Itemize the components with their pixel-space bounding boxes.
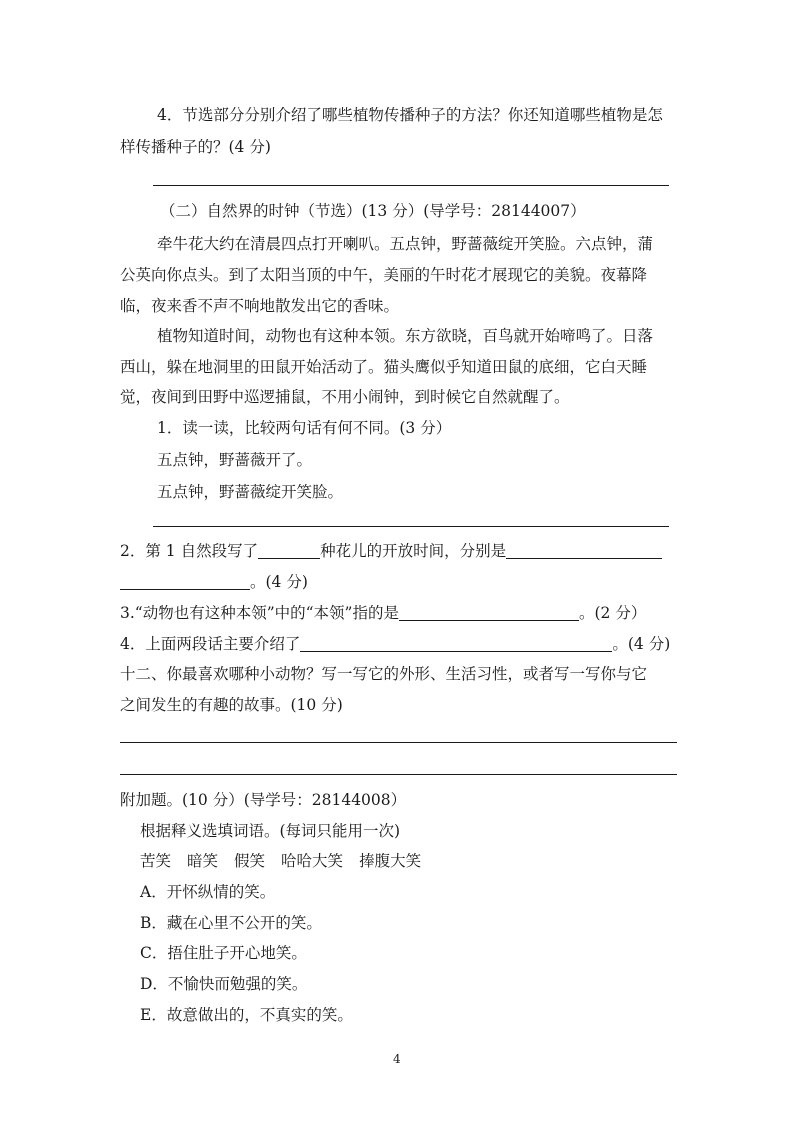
passage2-para2-line1: 植物知道时间，动物也有这种本领。东方欲晓，百鸟就开始啼鸣了。日落	[157, 327, 654, 345]
bonus-word: 哈哈大笑	[281, 852, 344, 870]
p2-q3-points: 。(2 分）	[579, 604, 647, 622]
p2-q2-blank-names-a[interactable]	[506, 542, 662, 559]
passage2-para1-line1: 牵牛花大约在清晨四点打开喇叭。五点钟，野蔷薇绽开笑脸。六点钟，蒲	[157, 235, 654, 253]
p2-q2-text-b: 种花儿的开放时间，分别是	[320, 542, 507, 560]
p2-q2-line1	[120, 540, 662, 562]
p2-q3-line	[120, 602, 646, 624]
bonus-option-e: E．故意做出的，不真实的笑。	[140, 1006, 353, 1024]
p2-q4-text: 4．上面两段话主要介绍了	[120, 635, 301, 653]
bonus-instruction: 根据释义选填词语。(每词只能用一次)	[140, 822, 401, 840]
q12-line1: 十二、你最喜欢哪种小动物？写一写它的外形、生活习性，或者写一写你与它	[120, 665, 648, 683]
passage2-heading: （二）自然界的时钟（节选）(13 分）(导学号：28144007）	[160, 202, 586, 220]
p2-q1-prompt: 1．读一读，比较两句话有何不同。(3 分）	[157, 419, 452, 437]
p2-q3-blank[interactable]	[399, 604, 579, 621]
page-number: 4	[393, 1052, 401, 1066]
p2-q1-sentence-b: 五点钟，野蔷薇绽开笑脸。	[157, 483, 344, 501]
bonus-option-d: D．不愉快而勉强的笑。	[140, 975, 308, 993]
passage2-para2-line2: 西山，躲在地洞里的田鼠开始活动了。猫头鹰似乎知道田鼠的底细，它白天睡	[120, 358, 648, 376]
p2-q2-blank-names-b[interactable]	[120, 573, 250, 590]
q12-answer-line-1[interactable]	[120, 742, 677, 743]
q4-line1: 4．节选部分分别介绍了哪些植物传播种子的方法？你还知道哪些植物是怎	[157, 106, 663, 124]
bonus-word: 苦笑	[140, 852, 172, 870]
p2-q2-line2	[120, 571, 308, 593]
p2-q2-text-a: 2．第 1 自然段写了	[120, 542, 259, 560]
bonus-word: 暗笑	[187, 852, 219, 870]
p2-q1-answer-line[interactable]	[153, 526, 669, 527]
q4-line2: 样传播种子的？(4 分)	[120, 138, 271, 156]
passage2-para2-line3: 觉，夜间到田野中巡逻捕鼠，不用小闹钟，到时候它自然就醒了。	[120, 388, 570, 406]
p2-q3-text: 3.“动物也有这种本领”中的“本领”指的是	[120, 604, 399, 622]
p2-q4-line	[120, 633, 670, 655]
bonus-option-c: C．捂住肚子开心地笑。	[140, 944, 307, 962]
q4-answer-line[interactable]	[153, 185, 669, 186]
bonus-word: 捧腹大笑	[359, 852, 422, 870]
bonus-word-list	[140, 850, 421, 872]
p2-q4-blank[interactable]	[300, 635, 612, 652]
bonus-word: 假笑	[234, 852, 266, 870]
q12-answer-line-2[interactable]	[120, 774, 677, 775]
p2-q1-sentence-a: 五点钟，野蔷薇开了。	[157, 451, 313, 469]
bonus-option-a: A．开怀纵情的笑。	[140, 883, 276, 901]
bonus-heading: 附加题。(10 分）(导学号：28144008）	[120, 791, 407, 809]
p2-q4-points: 。(4 分)	[612, 635, 671, 653]
q12-line2: 之间发生的有趣的故事。(10 分)	[120, 696, 343, 714]
p2-q2-blank-count[interactable]	[258, 542, 320, 559]
passage2-para1-line2: 公英向你点头。到了太阳当顶的中午，美丽的午时花才展现它的美貌。夜幕降	[120, 266, 648, 284]
passage2-para1-line3: 临，夜来香不声不响地散发出它的香味。	[120, 297, 400, 315]
bonus-option-b: B．藏在心里不公开的笑。	[140, 914, 322, 932]
p2-q2-points: 。(4 分)	[250, 573, 308, 591]
